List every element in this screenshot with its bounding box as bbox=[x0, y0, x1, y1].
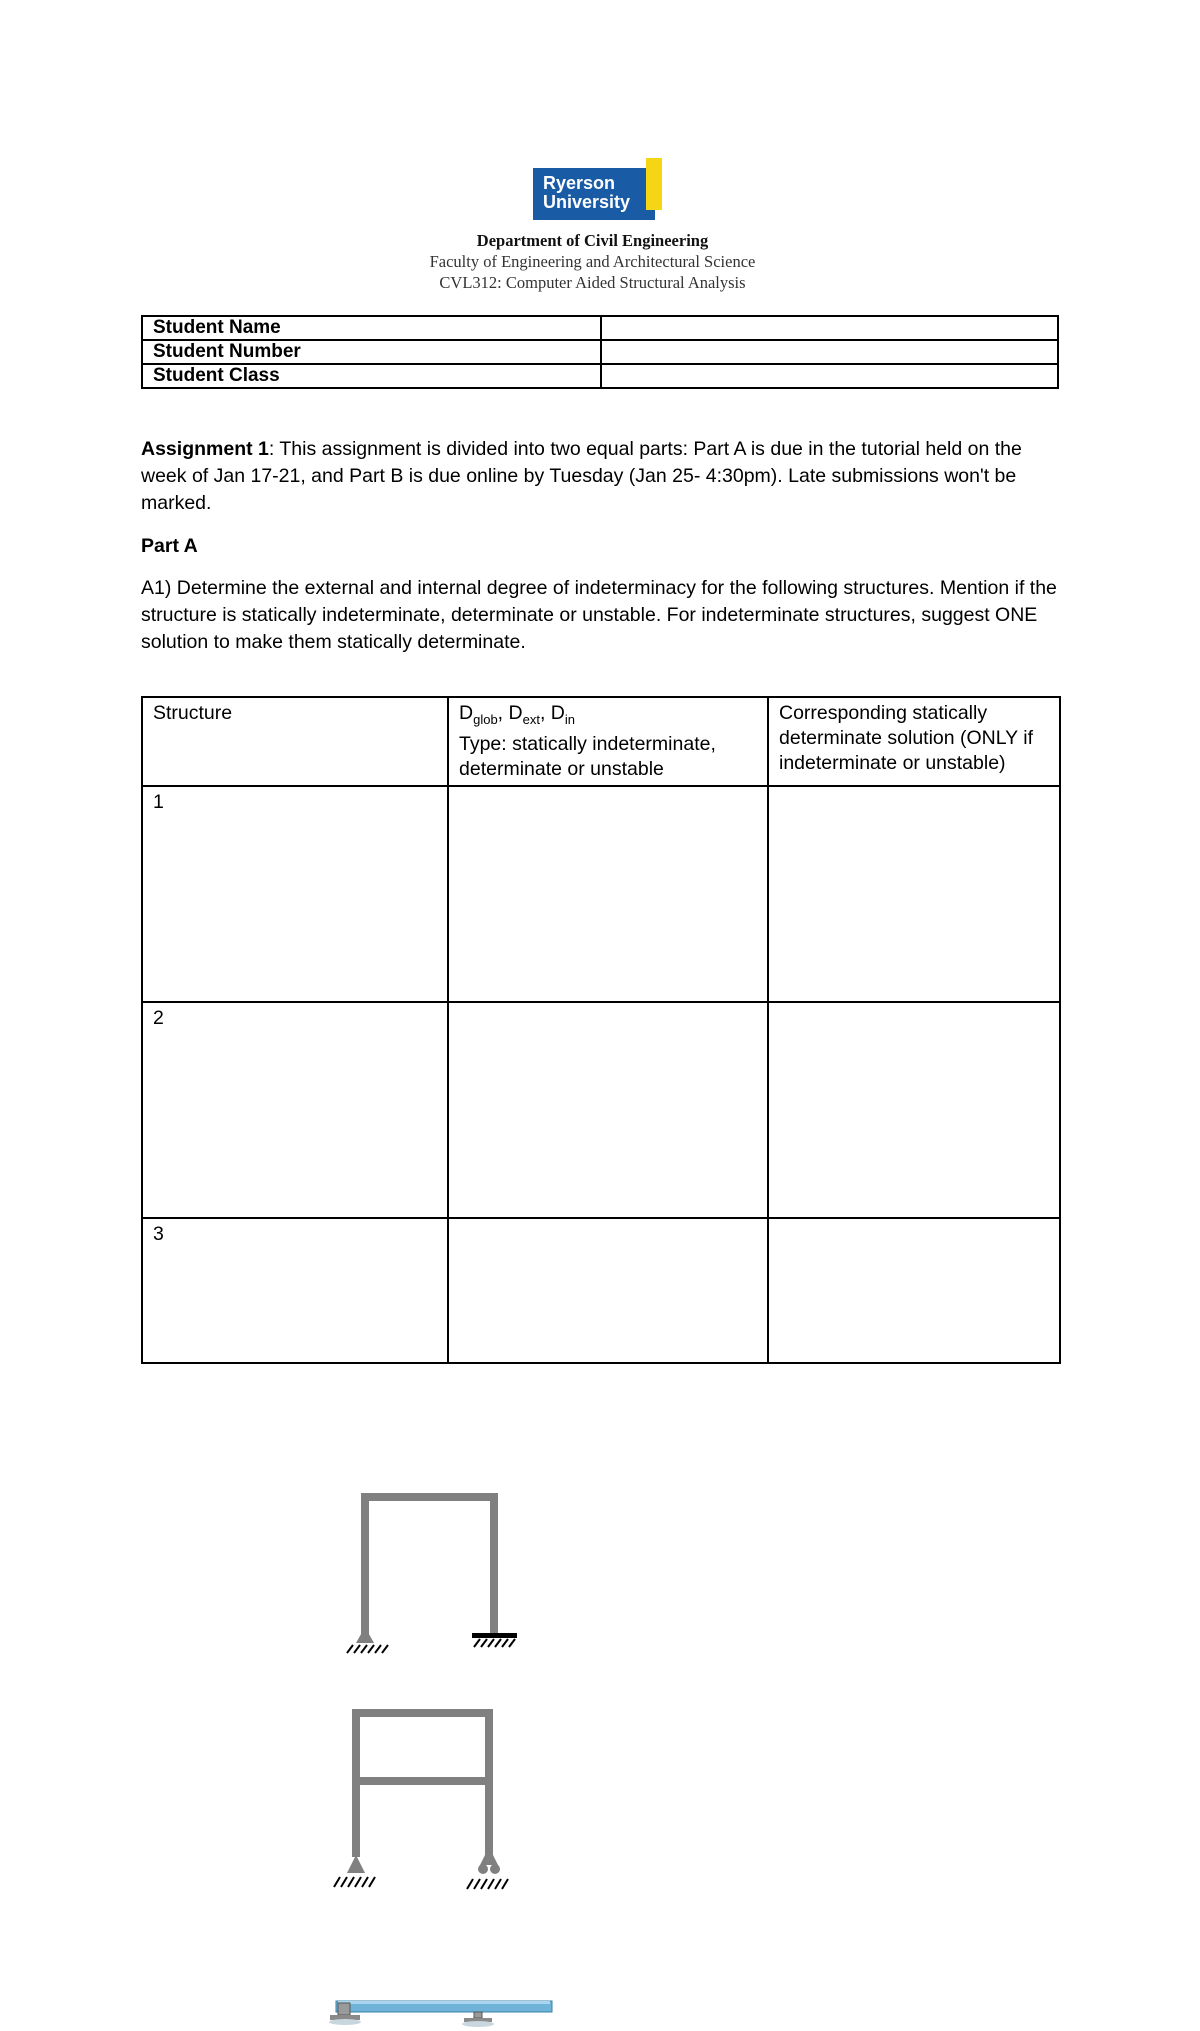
roller-support bbox=[474, 2012, 482, 2018]
degree-cell-3[interactable] bbox=[448, 1218, 768, 1363]
structure-number: 3 bbox=[153, 1222, 164, 1245]
solution-cell-3[interactable] bbox=[768, 1218, 1060, 1363]
roller-wheel bbox=[478, 1864, 488, 1874]
degree-symbols bbox=[459, 701, 757, 732]
degree-cell-1[interactable] bbox=[448, 786, 768, 1002]
assignment-paragraph bbox=[141, 436, 1071, 517]
student-class-label: Student Class bbox=[142, 364, 601, 388]
sub-in: in bbox=[564, 711, 576, 727]
pin-support-left bbox=[338, 2003, 350, 2015]
pin-support-left bbox=[347, 1855, 365, 1873]
d-symbol: D bbox=[550, 702, 565, 724]
part-a-heading: Part A bbox=[141, 535, 198, 557]
frame-1 bbox=[347, 1497, 517, 1653]
structure-3-diagram bbox=[326, 1995, 556, 2031]
sep: , bbox=[497, 702, 509, 724]
sep: , bbox=[539, 702, 551, 724]
department-title: Department of Civil Engineering bbox=[476, 231, 709, 250]
assignment-text: : This assignment is divided into two equal parts: Part A is due in the tutorial held on the week of Jan 17-21, and Part B is due online by Tuesday (Jan 25- 4:30pm). Late submissions won't be marked. bbox=[141, 438, 1022, 514]
roller-hatch bbox=[467, 1879, 508, 1889]
pin-support bbox=[356, 1627, 374, 1643]
table-header-row bbox=[142, 697, 1060, 786]
logo-line1: Ryerson bbox=[543, 173, 616, 193]
portal-frame bbox=[365, 1497, 494, 1639]
structure-number: 1 bbox=[153, 790, 164, 813]
col-solution-header: Corresponding statically determinate solution (ONLY if indeterminate or unstable) bbox=[768, 697, 1060, 786]
fixed-support bbox=[472, 1633, 517, 1638]
structures-table bbox=[141, 696, 1061, 1364]
structure-1-diagram bbox=[341, 1491, 521, 1657]
beam-3 bbox=[329, 2001, 552, 2027]
student-number-label: Student Number bbox=[142, 340, 601, 364]
student-name-label: Student Name bbox=[142, 316, 601, 340]
faculty-title: Faculty of Engineering and Architectural Science bbox=[429, 252, 756, 271]
student-name-field[interactable] bbox=[601, 316, 1058, 340]
roller-support-right bbox=[480, 1847, 498, 1865]
course-title: CVL312: Computer Aided Structural Analysis bbox=[439, 273, 746, 292]
structure-number: 2 bbox=[153, 1006, 164, 1029]
d-symbol: D bbox=[459, 702, 474, 724]
col-structure-header: Structure bbox=[142, 697, 448, 786]
sub-glob: glob bbox=[473, 711, 498, 727]
solution-cell-1[interactable] bbox=[768, 786, 1060, 1002]
structure-cell-3 bbox=[142, 1218, 448, 1363]
pin-hatch bbox=[347, 1645, 388, 1653]
frame-2 bbox=[334, 1713, 508, 1889]
table-row bbox=[142, 1218, 1060, 1363]
logo-yellow-bar bbox=[646, 158, 662, 210]
logo-text bbox=[543, 174, 630, 212]
ground-shadow bbox=[329, 2019, 361, 2025]
fixed-hatch bbox=[474, 1639, 515, 1647]
logo-line2: University bbox=[543, 192, 631, 212]
structure-2-diagram bbox=[332, 1707, 522, 1893]
table-row bbox=[142, 340, 1058, 364]
student-info-table bbox=[141, 315, 1059, 389]
table-row bbox=[142, 786, 1060, 1002]
university-logo bbox=[533, 158, 663, 222]
pin-hatch-left bbox=[334, 1877, 375, 1887]
table-row bbox=[142, 1002, 1060, 1218]
ground-shadow bbox=[462, 2021, 494, 2027]
col-degree-header bbox=[448, 697, 768, 786]
student-class-field[interactable] bbox=[601, 364, 1058, 388]
table-row bbox=[142, 316, 1058, 340]
solution-cell-2[interactable] bbox=[768, 1002, 1060, 1218]
degree-cell-2[interactable] bbox=[448, 1002, 768, 1218]
roller-wheel bbox=[490, 1864, 500, 1874]
assignment-title: Assignment 1 bbox=[141, 438, 269, 460]
student-number-field[interactable] bbox=[601, 340, 1058, 364]
table-row bbox=[142, 364, 1058, 388]
beam-highlight bbox=[338, 2001, 550, 2004]
type-description: Type: statically indeterminate, determinate or unstable bbox=[459, 732, 716, 780]
structure-cell-1 bbox=[142, 786, 448, 1002]
sub-ext: ext bbox=[522, 711, 540, 727]
question-a1: A1) Determine the external and internal degree of indeterminacy for the following structures. Mention if the structure is statically indeterminate, determinate or unstable. For indeterminate structures, suggest ONE solution to make them statically determinate. bbox=[141, 577, 1057, 653]
d-symbol: D bbox=[508, 702, 523, 724]
structure-cell-2 bbox=[142, 1002, 448, 1218]
